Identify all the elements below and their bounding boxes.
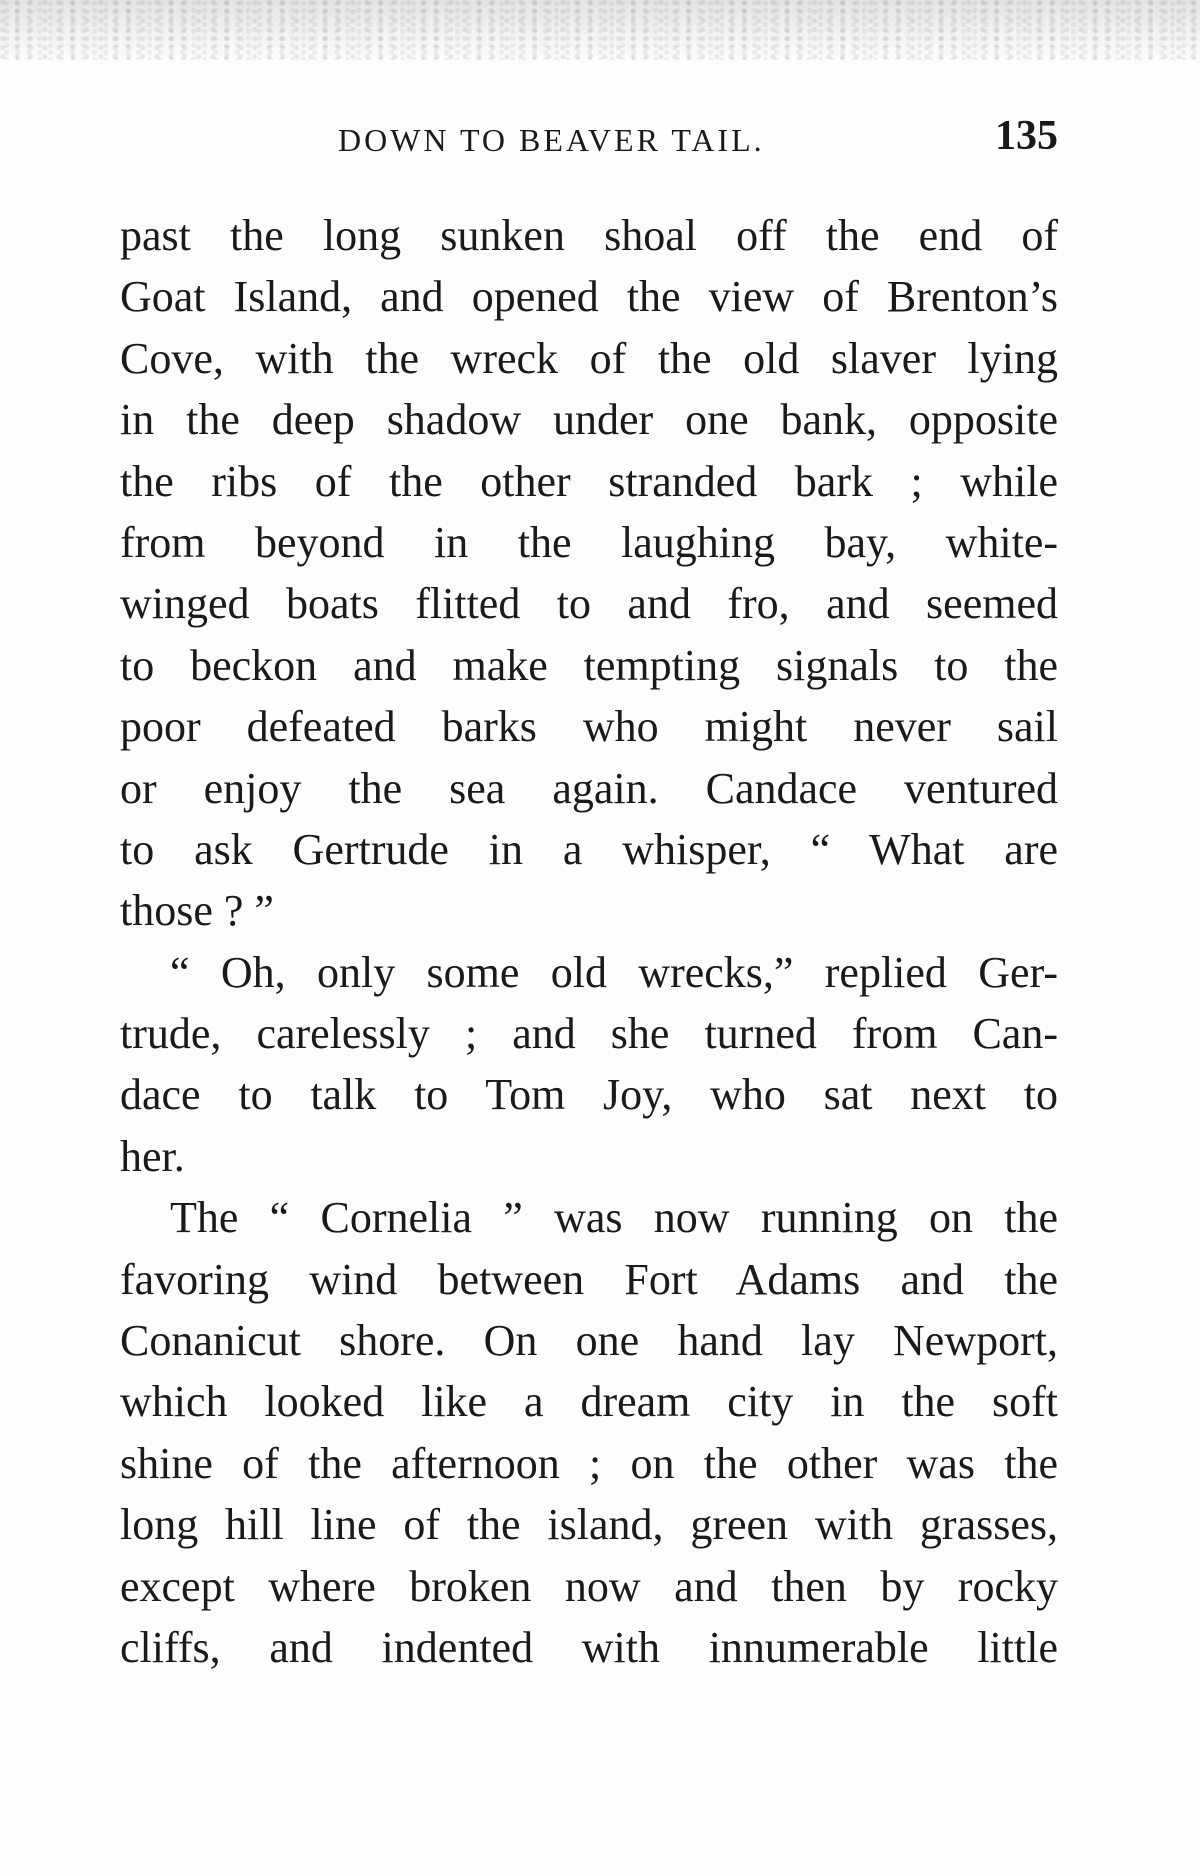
text-line: which looked like a dream city in the soft	[120, 1377, 1058, 1427]
scan-speckle-edge	[0, 0, 1200, 60]
text-line: the ribs of the other stranded bark ; while	[120, 456, 1058, 506]
text-line: dace to talk to Tom Joy, who sat next to	[120, 1070, 1058, 1120]
text-line: winged boats flitted to and fro, and seemed	[120, 579, 1058, 629]
body-text	[120, 205, 1058, 1678]
text-line: past the long sunken shoal off the end of	[120, 211, 1058, 260]
text-line: poor defeated barks who might never sail	[120, 702, 1058, 752]
page-number: 135	[995, 113, 1058, 159]
text-line: her.	[120, 1131, 185, 1181]
page-header	[120, 113, 1058, 178]
text-line: trude, carelessly ; and she turned from Can-	[120, 1009, 1058, 1059]
text-line: or enjoy the sea again. Candace ventured	[120, 763, 1058, 813]
text-line: Conanicut shore. On one hand lay Newport,	[120, 1316, 1058, 1366]
text-line: Cove, with the wreck of the old slaver lying	[120, 333, 1058, 383]
text-line: The “ Cornelia ” was now running on the	[170, 1193, 1058, 1243]
text-line: “ Oh, only some old wrecks,” replied Ger-	[170, 947, 1058, 997]
text-line: cliffs, and indented with innumerable little	[120, 1622, 1058, 1672]
text-line: long hill line of the island, green with grasses,	[120, 1500, 1058, 1550]
text-line: those ? ”	[120, 886, 274, 936]
text-line: Goat Island, and opened the view of Brenton’s	[120, 272, 1058, 322]
text-line: except where broken now and then by rocky	[120, 1561, 1058, 1611]
running-title: DOWN TO BEAVER TAIL.	[338, 122, 765, 158]
text-line: to beckon and make tempting signals to the	[120, 640, 1058, 690]
text-line: in the deep shadow under one bank, opposite	[120, 395, 1058, 445]
text-line: from beyond in the laughing bay, white-	[120, 517, 1058, 567]
text-line: to ask Gertrude in a whisper, “ What are	[120, 824, 1058, 874]
text-line: shine of the afternoon ; on the other was the	[120, 1438, 1058, 1488]
text-line: favoring wind between Fort Adams and the	[120, 1254, 1058, 1304]
